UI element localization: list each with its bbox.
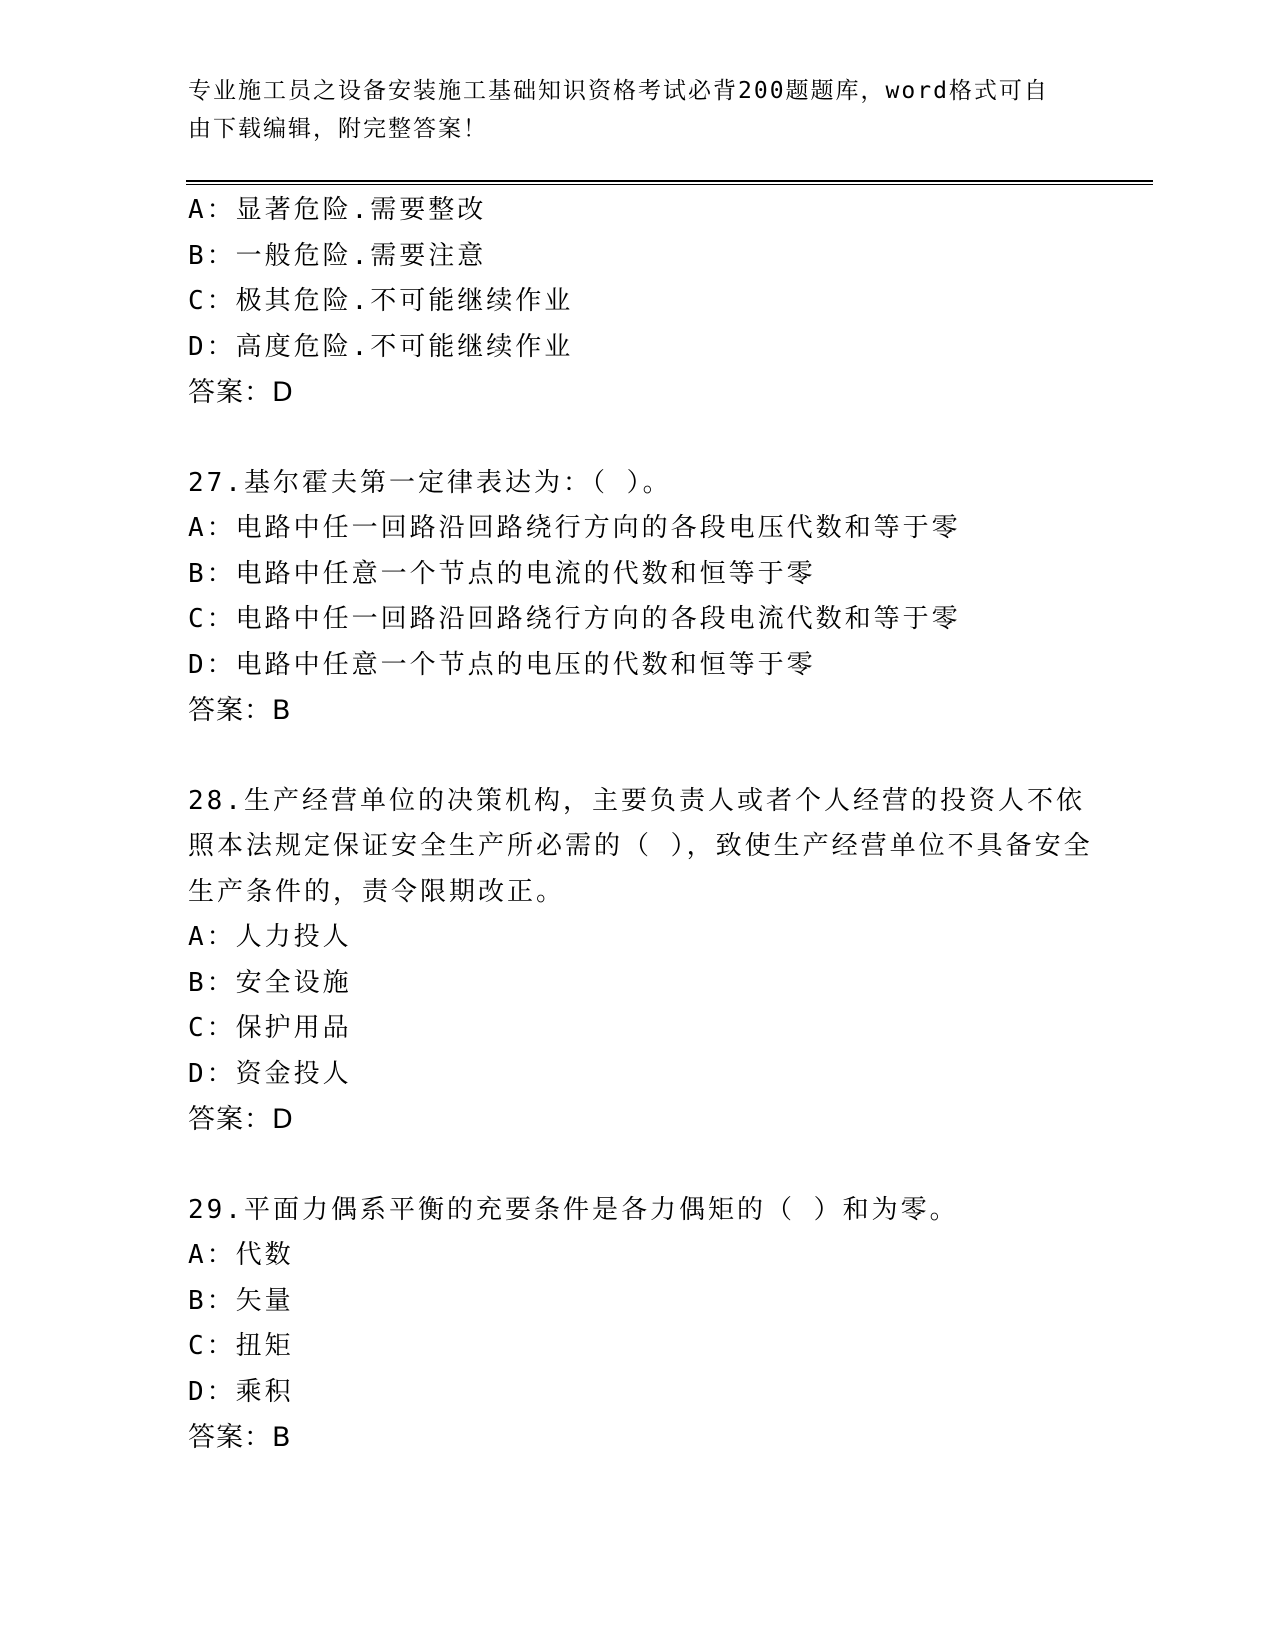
- option-d: D：电路中任意一个节点的电压的代数和恒等于零: [188, 649, 816, 680]
- option-b: B：安全设施: [188, 967, 352, 998]
- header-divider-thin: [186, 184, 1153, 185]
- question-27: [188, 461, 1108, 734]
- question-list: [188, 188, 1108, 1461]
- option-b: B：矢量: [188, 1285, 294, 1316]
- option-a: A：显著危险.需要整改: [188, 195, 487, 225]
- question-stem: 28.生产经营单位的决策机构，主要负责人或者个人经营的投资人不依照本法规定保证安全生产所必需的（ ），致使生产经营单位不具备安全生产条件的，责令限期改正。: [188, 785, 1093, 907]
- option-c: C：扭矩: [188, 1331, 294, 1361]
- option-d: D：高度危险.不可能继续作业: [188, 331, 574, 362]
- answer: 答案：D: [188, 377, 294, 408]
- option-d: D：资金投人: [188, 1058, 352, 1089]
- question-28: [188, 779, 1108, 1143]
- answer: 答案：B: [188, 1422, 292, 1453]
- answer: 答案：D: [188, 1104, 294, 1135]
- option-d: D：乘积: [188, 1376, 294, 1407]
- answer: 答案：B: [188, 695, 292, 726]
- question-29: [188, 1188, 1108, 1461]
- option-a: A：人力投人: [188, 922, 352, 952]
- question-stem: 27.基尔霍夫第一定律表达为：（ ）。: [188, 467, 672, 498]
- question-stem: 29.平面力偶系平衡的充要条件是各力偶矩的（ ）和为零。: [188, 1194, 959, 1225]
- question-26-continued: [188, 188, 1108, 416]
- option-c: C：保护用品: [188, 1013, 352, 1043]
- option-a: A：电路中任一回路沿回路绕行方向的各段电压代数和等于零: [188, 513, 961, 543]
- option-b: B：电路中任意一个节点的电流的代数和恒等于零: [188, 558, 816, 589]
- option-c: C：极其危险.不可能继续作业: [188, 286, 574, 316]
- document-header: 专业施工员之设备安装施工基础知识资格考试必背200题题库，word格式可自由下载编辑，附完整答案！: [188, 78, 1049, 142]
- option-a: A：代数: [188, 1240, 294, 1270]
- option-b: B：一般危险.需要注意: [188, 240, 487, 271]
- option-c: C：电路中任一回路沿回路绕行方向的各段电流代数和等于零: [188, 604, 961, 634]
- header-divider-thick: [186, 180, 1153, 182]
